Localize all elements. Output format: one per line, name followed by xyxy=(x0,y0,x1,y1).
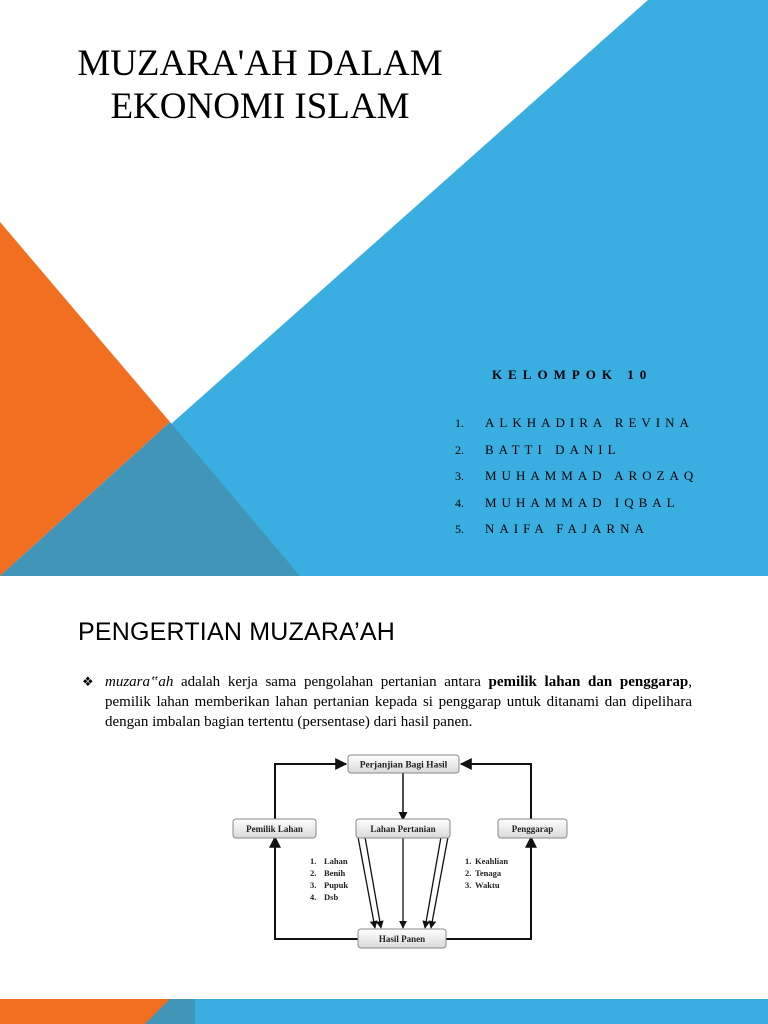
group-label: KELOMPOK 10 xyxy=(492,367,653,382)
list-number: 1. xyxy=(310,856,317,866)
list-number: 2. xyxy=(465,868,472,878)
box-lahan-pertanian xyxy=(356,819,450,838)
title-line-2: EKONOMI ISLAM xyxy=(110,86,410,127)
member-item xyxy=(455,521,698,548)
right-input-list xyxy=(465,856,508,890)
flow-diagram xyxy=(228,750,578,984)
member-item xyxy=(455,468,698,495)
diamond-bullet-icon: ❖ xyxy=(82,674,94,689)
list-number: 4. xyxy=(310,892,317,902)
list-item: Pupuk xyxy=(324,880,349,890)
list-number: 3. xyxy=(310,880,317,890)
member-number: 1. xyxy=(455,416,464,430)
arrow-left-to-top xyxy=(275,764,346,820)
member-item xyxy=(455,442,698,469)
list-item: Dsb xyxy=(324,892,339,902)
member-number: 3. xyxy=(455,469,464,483)
box-label: Lahan Pertanian xyxy=(370,824,436,834)
box-penggarap xyxy=(498,819,567,838)
definition-paragraph xyxy=(82,672,692,732)
list-item: Waktu xyxy=(475,880,500,890)
orange-strip xyxy=(0,999,170,1024)
member-number: 4. xyxy=(455,495,464,510)
box-pemilik-lahan xyxy=(233,819,316,838)
member-item xyxy=(455,415,698,442)
definition-slide xyxy=(0,576,768,1024)
text-part-2: , pemilik lahan memberikan lahan pertanian kepada si penggarap untuk ditanami dan dipelihara dengan imbalan bagian tertentu (persentase) dari hasil panen. xyxy=(105,674,692,730)
member-name: MUHAMMAD AROZAQ xyxy=(485,468,699,483)
arrow-right-to-top xyxy=(461,764,531,820)
box-hasil-panen xyxy=(358,929,446,948)
title-line-1: MUZARA'AH DALAM xyxy=(77,43,443,84)
member-number: 5. xyxy=(455,522,464,536)
bold-text: pemilik lahan dan penggarap xyxy=(488,674,689,690)
definition-text xyxy=(105,672,692,732)
text-part-1: adalah kerja sama pengolahan pertanian antara xyxy=(173,674,489,690)
bottom-decor-bar xyxy=(0,999,768,1024)
list-number: 2. xyxy=(310,868,317,878)
list-number: 3. xyxy=(465,880,472,890)
term-text: muzara‟ah xyxy=(105,674,174,690)
list-item: Keahlian xyxy=(475,856,509,866)
list-number: 1. xyxy=(465,856,472,866)
member-list xyxy=(455,415,698,548)
left-input-list xyxy=(310,856,348,902)
box-label: Penggarap xyxy=(511,824,554,834)
list-item: Tenaga xyxy=(475,868,502,878)
member-name: BATTI DANIL xyxy=(485,441,621,457)
slide-title xyxy=(30,42,490,128)
member-item xyxy=(455,495,698,522)
member-name: NAIFA FAJARNA xyxy=(485,521,649,536)
member-name: ALKHADIRA REVINA xyxy=(485,415,694,430)
box-label: Hasil Panen xyxy=(378,934,426,944)
box-label: Perjanjian Bagi Hasil xyxy=(359,760,448,771)
box-perjanjian xyxy=(348,755,459,773)
member-name: MUHAMMAD IQBAL xyxy=(485,494,680,510)
member-number: 2. xyxy=(455,442,464,457)
list-item: Lahan xyxy=(324,856,348,866)
box-label: Pemilik Lahan xyxy=(246,824,303,834)
slide-heading: PENGERTIAN MUZARA’AH xyxy=(78,618,396,646)
list-item: Benih xyxy=(324,868,346,878)
